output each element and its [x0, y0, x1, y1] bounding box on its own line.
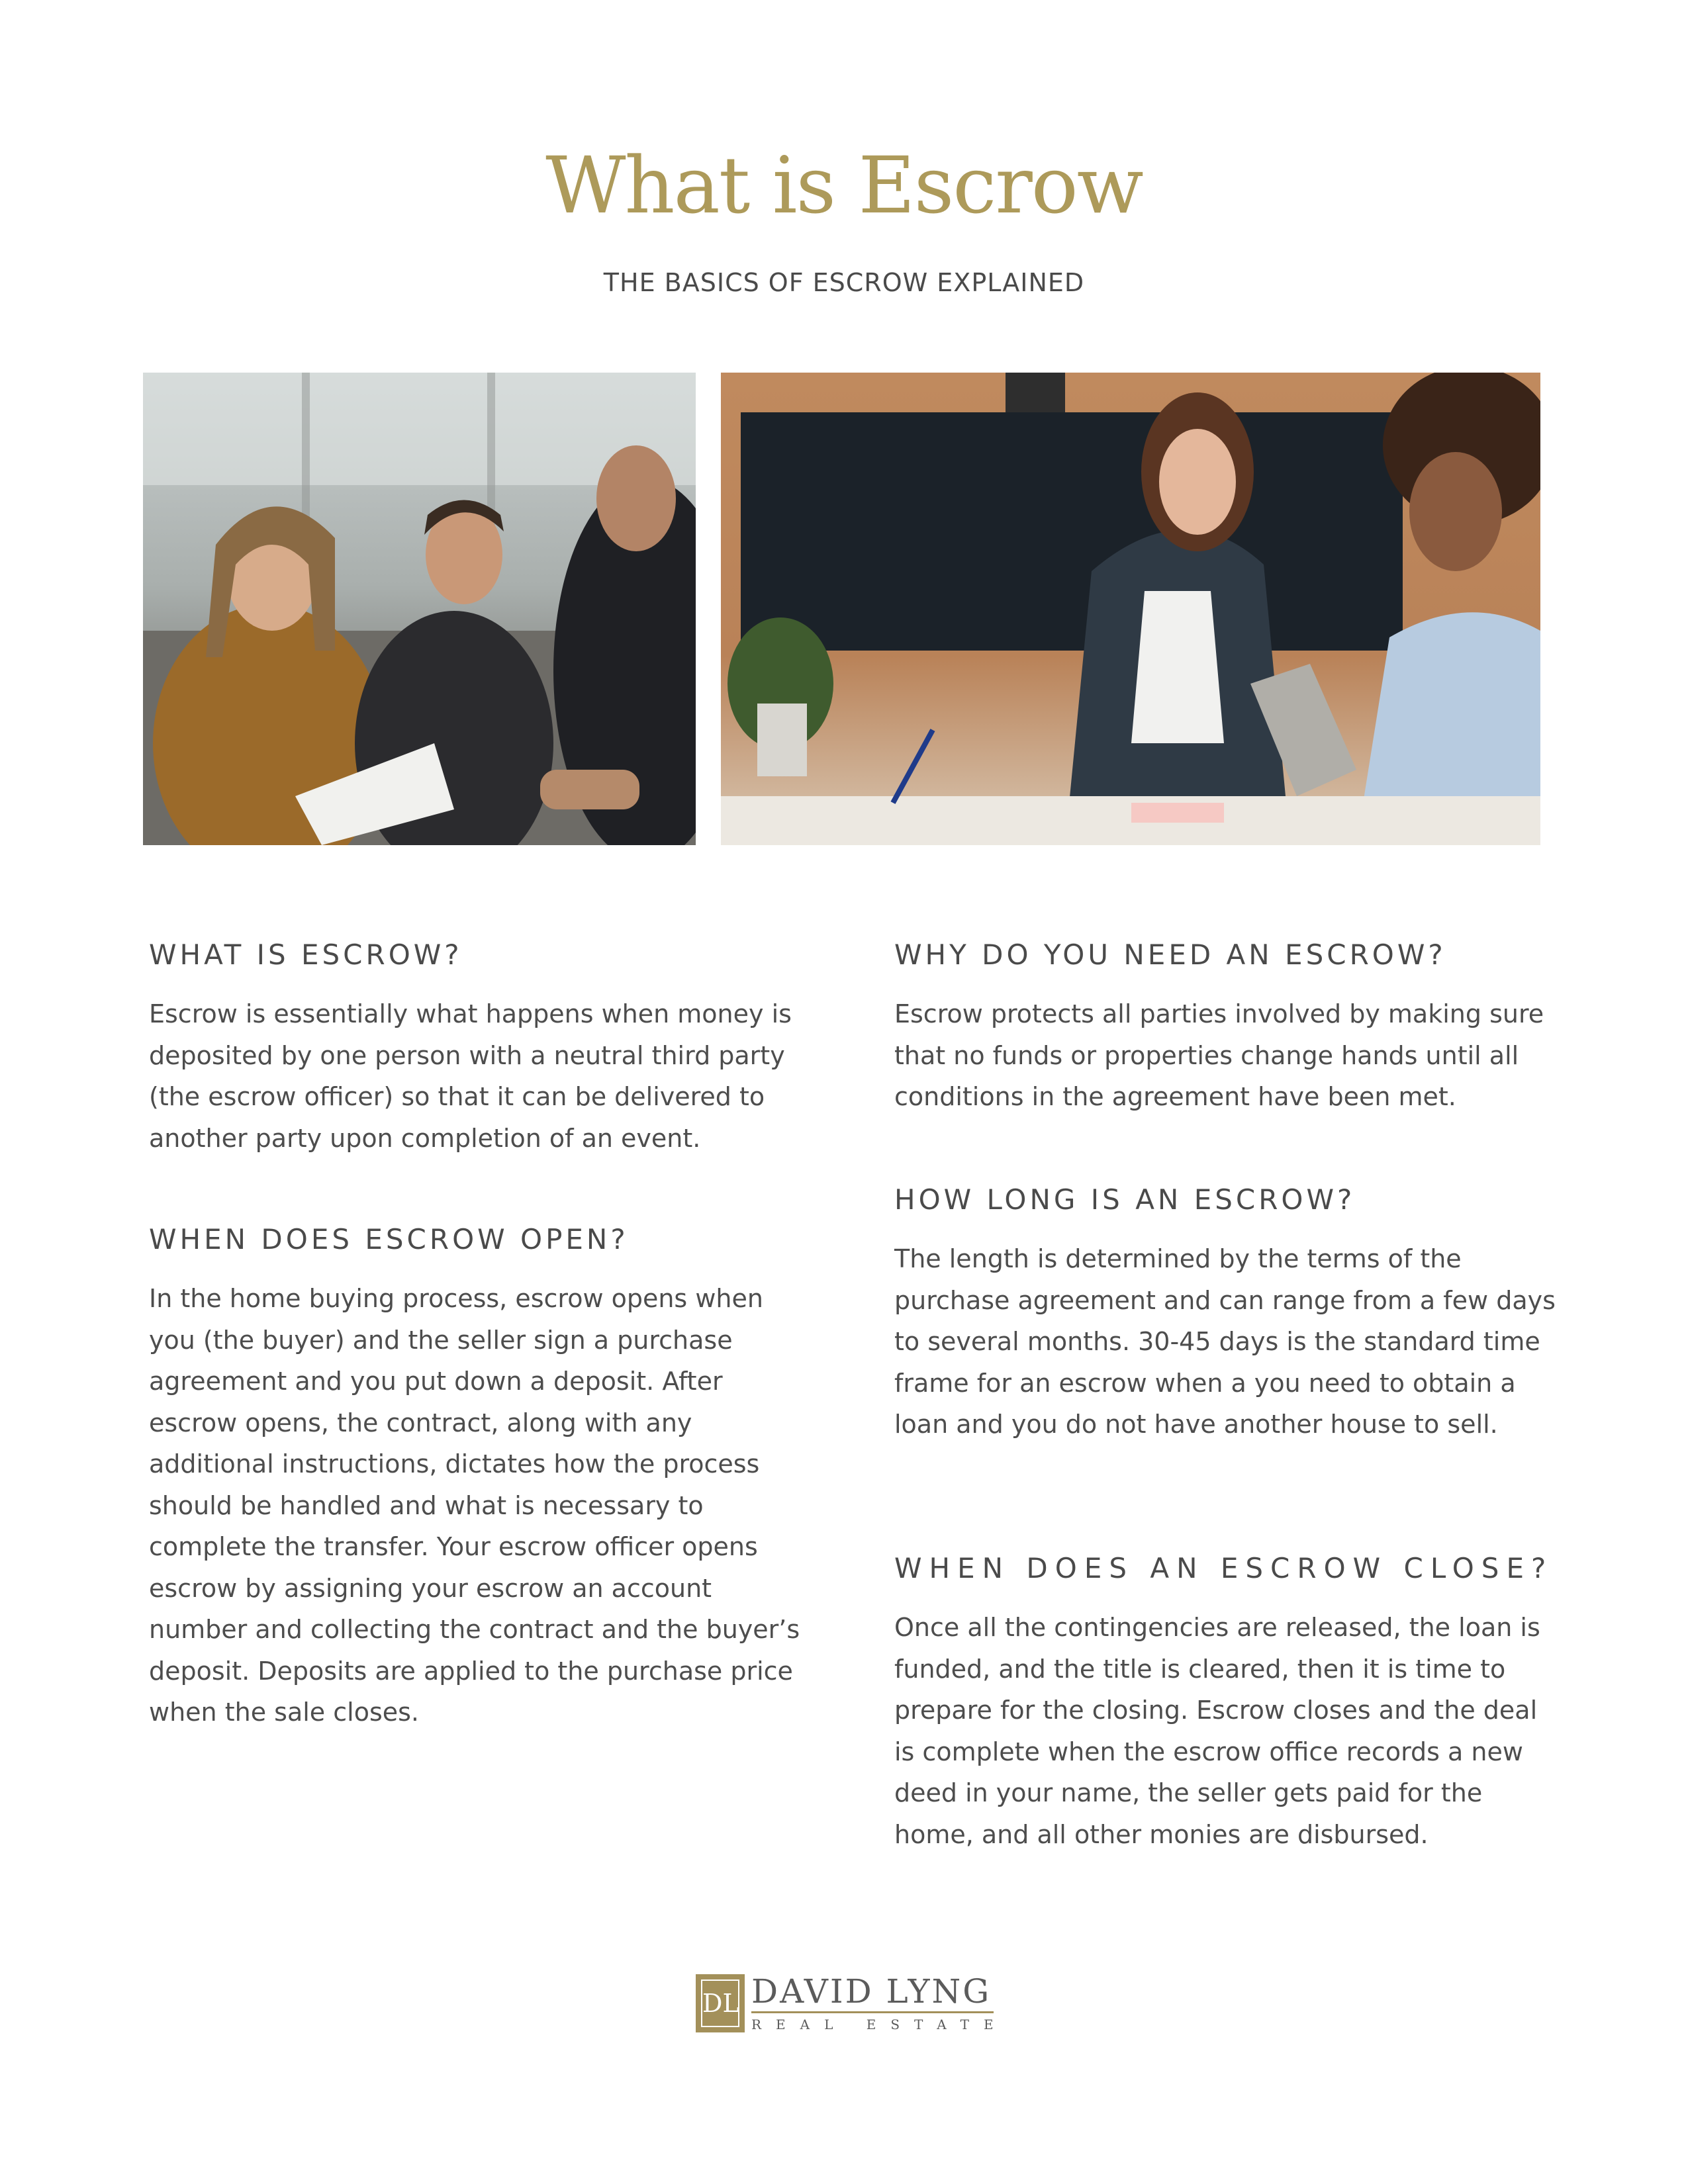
section-when-escrow-close — [894, 1552, 1556, 1855]
photo-agents-tablet — [721, 373, 1540, 845]
section-heading: WHEN DOES ESCROW OPEN? — [149, 1223, 629, 1255]
logo-name: DAVID LYNG — [751, 1972, 992, 2011]
section-heading: HOW LONG IS AN ESCROW? — [894, 1183, 1356, 1216]
page-subtitle: THE BASICS OF ESCROW EXPLAINED — [603, 268, 1085, 297]
section-heading: WHAT IS ESCROW? — [149, 938, 463, 971]
brand-logo — [696, 1972, 1008, 2038]
logo-monogram-text: DL — [701, 1979, 739, 2027]
section-why-need-escrow — [894, 938, 1556, 1118]
section-body: Once all the contingencies are released, the loan is funded, and the title is cleared, then it is time to prepare for the closing. Escrow closes and the deal is complete when the escrow office records a new deed in your name, the seller gets paid for the home, and all other monies are disbursed. — [894, 1613, 1540, 1849]
section-body: The length is determined by the terms of the purchase agreement and can range from a few days to several months. 30-45 days is the standard time frame for an escrow when a you need to obtain a loan and you do not have another house to sell. — [894, 1244, 1556, 1439]
section-body: Escrow is essentially what happens when money is deposited by one person with a neutral third party (the escrow officer) so that it can be delivered to another party upon completion of an event. — [149, 999, 792, 1153]
section-body: In the home buying process, escrow opens when you (the buyer) and the seller sign a purchase agreement and you put down a deposit. After escrow opens, the contract, along with any additional instructions, dictates how the process should be handled and what is necessary to complete the transfer. Your escrow officer opens escrow by assigning your escrow an account number and collecting the contract and the buyer’s deposit. Deposits are applied to the purchase price when the sale closes. — [149, 1284, 800, 1727]
logo-monogram-icon — [696, 1974, 745, 2032]
section-what-is-escrow — [149, 938, 811, 1159]
section-body: Escrow protects all parties involved by making sure that no funds or properties change hands until all conditions in the agreement have been met. — [894, 999, 1544, 1111]
section-when-escrow-open — [149, 1223, 811, 1733]
logo-tagline: REAL ESTATE — [751, 2017, 1008, 2032]
photo-clients-meeting — [143, 373, 696, 845]
section-heading: WHY DO YOU NEED AN ESCROW? — [894, 938, 1446, 971]
page-title: What is Escrow — [545, 140, 1143, 231]
logo-divider — [751, 2011, 994, 2013]
section-heading: WHEN DOES AN ESCROW CLOSE? — [894, 1552, 1554, 1584]
section-how-long-escrow — [894, 1183, 1556, 1445]
